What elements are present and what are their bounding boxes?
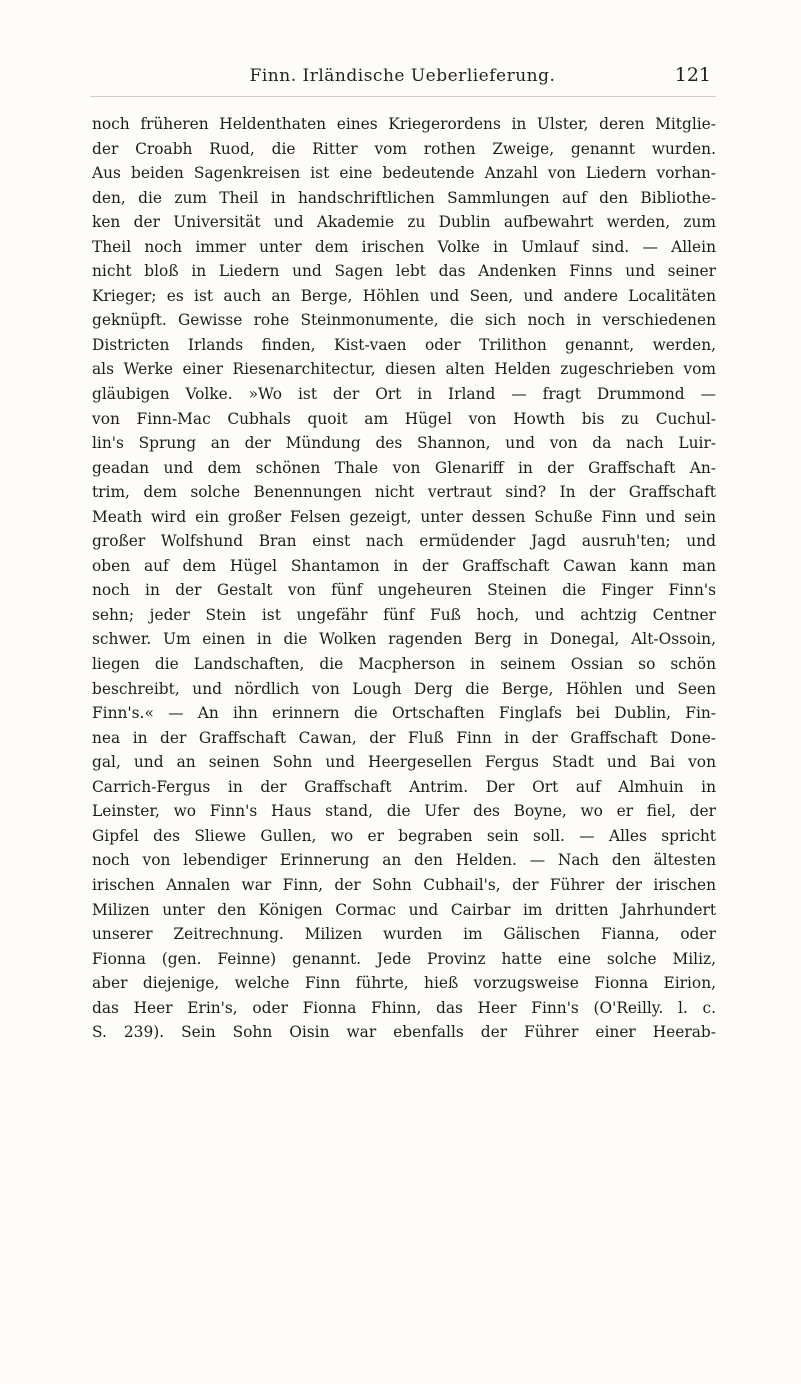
text-line: geknüpft. Gewisse rohe Steinmonumente, die sich noch in verschiedenen bbox=[92, 311, 716, 330]
text-line: liegen die Landschaften, die Macpherson in seinem Ossian so schön bbox=[92, 655, 716, 674]
text-line: Carrich-Fergus in der Graffschaft Antrim. Der Ort auf Almhuin in bbox=[92, 777, 716, 796]
text-line: irischen Annalen war Finn, der Sohn Cubhail's, der Führer der irischen bbox=[92, 875, 716, 894]
text-line: Aus beiden Sagenkreisen ist eine bedeutende Anzahl von Liedern vorhan- bbox=[92, 164, 716, 183]
text-line: den, die zum Theil in handschriftlichen Sammlungen auf den Bibliothe- bbox=[92, 188, 716, 207]
page-number: 121 bbox=[674, 64, 711, 86]
text-line: Theil noch immer unter dem irischen Volke in Umlauf sind. — Allein bbox=[92, 237, 716, 256]
text-line: Milizen unter den Königen Cormac und Cairbar im dritten Jahrhundert bbox=[92, 900, 716, 919]
body-text bbox=[92, 112, 716, 1045]
text-line: S. 239). Sein Sohn Oisin war ebenfalls der Führer einer Heerab- bbox=[92, 1023, 716, 1042]
text-line: noch in der Gestalt von fünf ungeheuren Steinen die Finger Finn's bbox=[92, 581, 716, 600]
page-header bbox=[90, 62, 715, 92]
text-line: trim, dem solche Benennungen nicht vertraut sind? In der Graffschaft bbox=[92, 483, 716, 502]
running-title: Finn. Irländische Ueberlieferung. bbox=[249, 66, 556, 86]
text-line: noch von lebendiger Erinnerung an den Helden. — Nach den ältesten bbox=[92, 851, 716, 870]
text-line: Finn's.« — An ihn erinnern die Ortschaften Finglafs bei Dublin, Fin- bbox=[92, 704, 716, 723]
text-line: oben auf dem Hügel Shantamon in der Graffschaft Cawan kann man bbox=[92, 556, 716, 575]
text-line: gal, und an seinen Sohn und Heergesellen Fergus Stadt und Bai von bbox=[92, 753, 716, 772]
text-line: lin's Sprung an der Mündung des Shannon, und von da nach Luir- bbox=[92, 434, 716, 453]
text-line: noch früheren Heldenthaten eines Kriegerordens in Ulster, deren Mitglie- bbox=[92, 115, 716, 133]
text-line: Gipfel des Sliewe Gullen, wo er begraben sein soll. — Alles spricht bbox=[92, 826, 716, 845]
text-line: Fionna (gen. Feinne) genannt. Jede Provinz hatte eine solche Miliz, bbox=[92, 949, 716, 968]
header-divider bbox=[90, 96, 716, 97]
text-line: Leinster, wo Finn's Haus stand, die Ufer des Boyne, wo er fiel, der bbox=[92, 802, 716, 821]
text-line: sehn; jeder Stein ist ungefähr fünf Fuß hoch, und achtzig Centner bbox=[92, 605, 716, 624]
text-line: als Werke einer Riesenarchitectur, diesen alten Helden zugeschrieben vom bbox=[92, 360, 716, 379]
text-line: ken der Universität und Akademie zu Dublin aufbewahrt werden, zum bbox=[92, 213, 716, 232]
text-line: der Croabh Ruod, die Ritter vom rothen Zweige, genannt wurden. bbox=[92, 139, 716, 158]
text-line: aber diejenige, welche Finn führte, hieß vorzugsweise Fionna Eirion, bbox=[92, 974, 716, 993]
text-line: nea in der Graffschaft Cawan, der Fluß Finn in der Graffschaft Done- bbox=[92, 728, 716, 747]
text-line: gläubigen Volke. »Wo ist der Ort in Irland — fragt Drummond — bbox=[92, 385, 716, 404]
text-line: Meath wird ein großer Felsen gezeigt, unter dessen Schuße Finn und sein bbox=[92, 507, 716, 526]
text-line: schwer. Um einen in die Wolken ragenden Berg in Donegal, Alt-Ossoin, bbox=[92, 630, 716, 649]
text-line: geadan und dem schönen Thale von Glenariff in der Graffschaft An- bbox=[92, 458, 716, 477]
text-line: nicht bloß in Liedern und Sagen lebt das Andenken Finns und seiner bbox=[92, 262, 716, 281]
text-line: Krieger; es ist auch an Berge, Höhlen und Seen, und andere Localitäten bbox=[92, 286, 716, 305]
text-line: unserer Zeitrechnung. Milizen wurden im Gälischen Fianna, oder bbox=[92, 925, 716, 944]
text-line: beschreibt, und nördlich von Lough Derg die Berge, Höhlen und Seen bbox=[92, 679, 716, 698]
text-line: großer Wolfshund Bran einst nach ermüdender Jagd ausruh'ten; und bbox=[92, 532, 716, 551]
text-line: von Finn-Mac Cubhals quoit am Hügel von Howth bis zu Cuchul- bbox=[92, 409, 716, 428]
text-line: das Heer Erin's, oder Fionna Fhinn, das Heer Finn's (O'Reilly. l. c. bbox=[92, 998, 716, 1017]
text-line: Districten Irlands finden, Kist-vaen oder Trilithon genannt, werden, bbox=[92, 335, 716, 354]
